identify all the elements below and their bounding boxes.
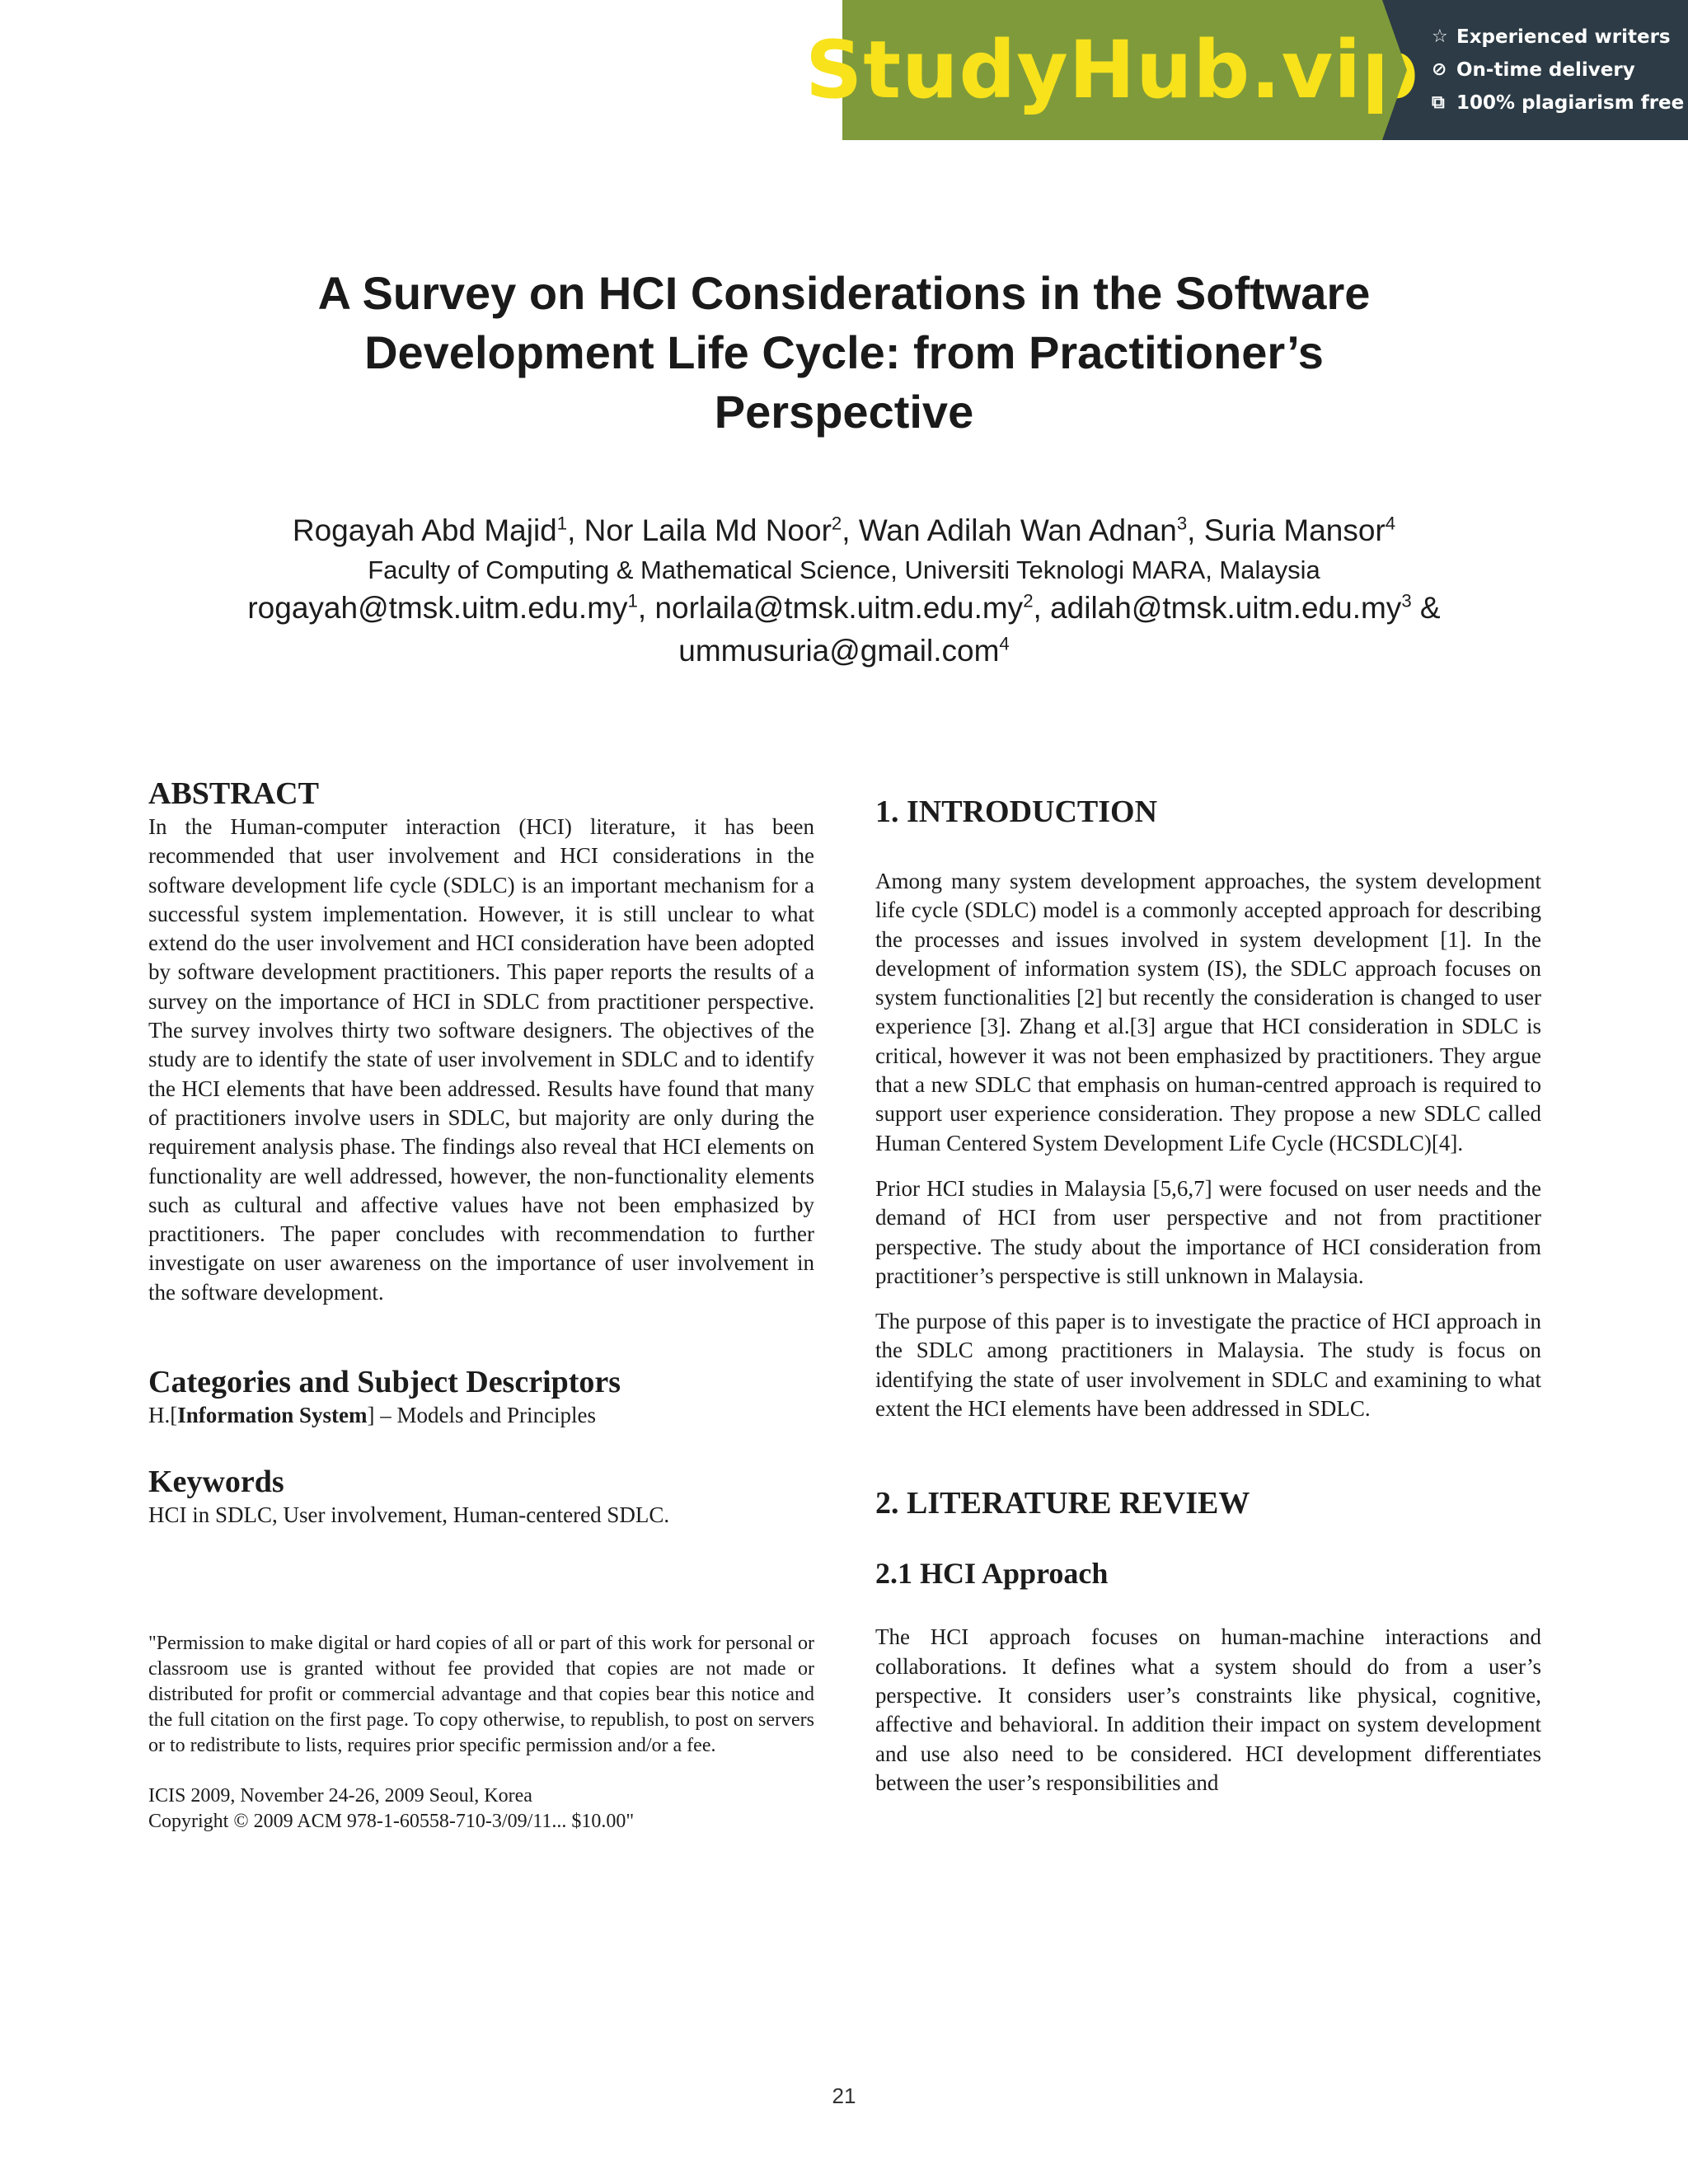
separator: , [1187,513,1204,547]
email-address[interactable]: adilah@tmsk.uitm.edu.my [1050,591,1402,625]
author-name: Rogayah Abd Majid [292,513,557,547]
author-name: Nor Laila Md Noor [584,513,832,547]
feature-plagiarism-free [1432,87,1688,120]
permission-block [148,1631,814,1835]
banner-arrow-shape [1382,0,1407,140]
intro-paragraph: The purpose of this paper is to investigate the practice of HCI approach in the SDLC among practitioners in Malaysia. The study is focus on identifying the state of user involvement in SDLC and examining to what extent the HCI elements have been addressed in SDLC. [875,1309,1541,1422]
author-name: Wan Adilah Wan Adnan [858,513,1177,547]
separator: , [842,513,859,547]
email-address[interactable]: norlaila@tmsk.uitm.edu.my [654,591,1024,625]
categories-text [148,1401,814,1430]
feature-label: 100% plagiarism free [1456,92,1685,114]
affiliation: Faculty of Computing & Mathematical Science, Universiti Teknologi MARA, Malaysia [368,555,1320,584]
abstract-heading: ABSTRACT [148,776,319,811]
categories-prefix: H.[ [148,1403,178,1428]
banner-features [1382,0,1688,140]
author-list [124,513,1564,549]
author-sup: 2 [831,513,842,534]
copy-icon: ⧉ [1432,92,1445,113]
page-number: 21 [832,2083,856,2108]
email-sup: 2 [1023,590,1034,612]
title-line: A Survey on HCI Considerations in the Software [317,267,1371,319]
feature-label: Experienced writers [1456,26,1671,48]
hci-approach-subheading: 2.1 HCI Approach [875,1557,1109,1591]
categories-heading: Categories and Subject Descriptors [148,1365,621,1400]
studyhub-banner[interactable] [805,0,1688,140]
categories-suffix: ] – Models and Principles [367,1403,596,1428]
feature-on-time-delivery [1432,54,1688,87]
studyhub-logo[interactable] [805,0,1419,140]
author-name: Suria Mansor [1203,513,1386,547]
email-sup: 3 [1401,590,1412,612]
feature-experienced-writers [1432,21,1688,54]
email-sup: 4 [999,633,1010,654]
introduction-heading: 1. INTRODUCTION [875,794,1158,829]
literature-heading: 2. LITERATURE REVIEW [875,1486,1250,1521]
logo-text: StudyHub.vip [805,24,1419,116]
separator: , [1033,591,1051,625]
conference-line: ICIS 2009, November 24-26, 2009 Seoul, Korea [148,1784,532,1807]
email-address[interactable]: rogayah@tmsk.uitm.edu.my [247,591,628,625]
email-sup: 1 [627,590,638,612]
email-list [124,587,1564,673]
left-column [148,775,814,1835]
copyright-line: Copyright © 2009 ACM 978-1-60558-710-3/09/11... $10.00" [148,1810,635,1832]
author-sup: 4 [1385,513,1396,534]
separator: , [567,513,584,547]
abstract-text: In the Human-computer interaction (HCI) literature, it has been recommended that user involvement and HCI considerations in the software development life cycle (SDLC) is an important mechanism for a successful system implementation. However, it is still unclear to what extend do the user involvement and HCI consideration have been adopted by software development practitioners. This paper reports the results of a survey on the importance of HCI in SDLC from practitioner perspective. The survey involves thirty two software designers. The objectives of the study are to identify the state of user involvement in SDLC and to identify the HCI elements that have been addressed. Results have found that many of practitioners involve users in SDLC, but majority are only during the requirement analysis phase. The findings also reveal that HCI elements on functionality are well addressed, however, the non-functionality elements such as cultural and affective values have not been emphasized by practitioners. The paper concludes with recommendation to further investigate on user awareness on the importance of user involvement in the software development. [148,814,814,1305]
paper-title [206,264,1482,442]
right-column [875,793,1541,1797]
clock-icon: ⊘ [1432,59,1447,80]
intro-paragraph: Among many system development approaches, the system development life cycle (SDLC) model is a commonly accepted approach for describing the processes and issues involved in system development [1]. In the development of information system (IS), the SDLC approach focuses on system functionalities [2] but recently the consideration is changed to user experience [3]. Zhang et al.[3] argue that HCI consideration in SDLC is critical, however it was not been emphasized by practitioners. They argue that a new SDLC that emphasis on human-centred approach is required to support user experience consideration. They propose a new SDLC called Human Centered System Development Life Cycle (HCSDLC)[4]. [875,869,1541,1155]
keywords-text: HCI in SDLC, User involvement, Human-centered SDLC. [148,1502,670,1528]
separator: , [637,591,655,625]
separator: & [1411,591,1441,625]
email-address[interactable]: ummusuria@gmail.com [678,634,1000,668]
feature-label: On-time delivery [1456,59,1635,81]
star-icon: ☆ [1432,26,1448,47]
author-sup: 1 [556,513,568,534]
permission-notice: "Permission to make digital or hard copies of all or part of this work for personal or classroom use is granted without fee provided that copies are not made or distributed for profit or commercial advantage and that copies bear this notice and the full citation on the first page. To copy otherwise, to republish, to post on servers or to redistribute to lists, requires prior specific permission and/or a fee. [148,1632,814,1756]
literature-paragraph: The HCI approach focuses on human-machine interactions and collaborations. It defines what a system should do from a user’s perspective. It considers user’s constraints like physical, cognitive, affective and behavioral. In addition their impact on system development and use also need to be considered. HCI development differentiates between the user’s responsibilities and [875,1624,1541,1795]
title-line: Development Life Cycle: from Practitioner’s [364,326,1324,378]
title-line: Perspective [714,386,974,438]
author-sup: 3 [1176,513,1188,534]
categories-bold: Information System [177,1403,368,1428]
intro-paragraph: Prior HCI studies in Malaysia [5,6,7] were focused on user needs and the demand of HCI from user perspective and not from practitioner perspective. The study about the importance of HCI consideration from practitioner’s perspective is still unknown in Malaysia. [875,1175,1541,1288]
keywords-heading: Keywords [148,1465,284,1500]
